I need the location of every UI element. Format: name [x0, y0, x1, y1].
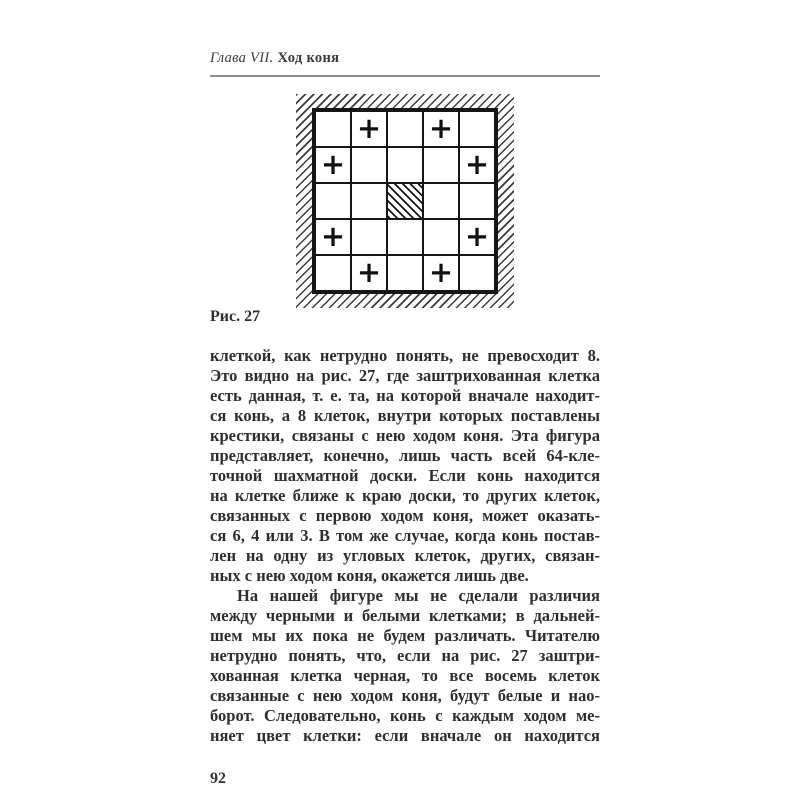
text-line: ся конь, а 8 клеток, внутри которых поставлены	[210, 406, 600, 425]
body-text	[210, 346, 600, 746]
text-line: Это видно на рис. 27, где заштрихованная клетка	[210, 366, 600, 385]
text-line: шем мы их пока не будем различать. Читателю	[210, 626, 600, 645]
diagram-cell	[315, 183, 351, 219]
diagram-cell	[459, 147, 495, 183]
text-line: точной шахматной доски. Если конь находится	[210, 466, 600, 485]
text-line: связанных с первою ходом коня, может оказать-	[210, 506, 600, 525]
text-line: крестики, связаны с нею ходом коня. Эта фигура	[210, 426, 600, 445]
diagram-cell	[315, 219, 351, 255]
diagram-cell	[315, 111, 351, 147]
text-line: хованная клетка черная, то все восемь клеток	[210, 666, 600, 685]
figure-caption: Рис. 27	[210, 308, 261, 325]
diagram-cell	[459, 219, 495, 255]
diagram-grid	[312, 108, 498, 294]
cross-mark: +	[356, 254, 382, 289]
diagram-cell	[387, 255, 423, 291]
diagram-cell	[459, 111, 495, 147]
cross-mark: +	[320, 146, 346, 181]
diagram-cell	[423, 219, 459, 255]
knight-move-figure	[210, 94, 600, 308]
diagram-cell	[459, 255, 495, 291]
diagram-cell	[351, 219, 387, 255]
diagram-cell	[387, 147, 423, 183]
diagram-cell	[351, 147, 387, 183]
cross-mark: +	[428, 254, 454, 289]
text-line: няет цвет клетки: если вначале он находится	[210, 726, 600, 745]
text-line: лен на одну из угловых клеток, других, связан-	[210, 546, 600, 565]
text-line: ся 6, 4 или 3. В том же случае, когда конь постав-	[210, 526, 600, 545]
chapter-title: Ход коня	[277, 50, 340, 66]
diagram-cell	[423, 111, 459, 147]
text-line: нетрудно понять, что, если на рис. 27 заштри-	[210, 646, 600, 665]
diagram-cell	[351, 183, 387, 219]
diagram-cell	[423, 147, 459, 183]
hatched-border	[296, 94, 514, 308]
diagram-cell	[351, 111, 387, 147]
hatched-cell	[387, 183, 423, 219]
cross-mark: +	[464, 218, 490, 253]
text-line: ных с нею ходом коня, окажется лишь две.	[210, 566, 529, 585]
diagram-cell	[315, 147, 351, 183]
text-line: На нашей фигуре мы не сделали различия	[237, 586, 600, 605]
diagram-cell	[315, 255, 351, 291]
cross-mark: +	[320, 218, 346, 253]
diagram-cell	[423, 255, 459, 291]
diagram-cell	[423, 183, 459, 219]
diagram-cell	[351, 255, 387, 291]
cross-mark: +	[428, 110, 454, 145]
text-line: борот. Следовательно, конь с каждым ходом ме-	[210, 706, 600, 725]
text-line: клеткой, как нетрудно понять, не превосходит 8.	[210, 346, 600, 365]
text-line: представляет, конечно, лишь часть всей 64-кле-	[210, 446, 600, 465]
diagram-cell	[459, 183, 495, 219]
text-line: между черными и белыми клетками; в дальней-	[210, 606, 600, 625]
diagram-cell	[387, 219, 423, 255]
text-line: есть данная, т. е. та, на которой вначале находит-	[210, 386, 600, 405]
chapter-number-label: Глава VII.	[210, 50, 274, 66]
chapter-header	[210, 50, 600, 77]
text-line: на клетке ближе к краю доски, то других клеток,	[210, 486, 600, 505]
cross-mark: +	[356, 110, 382, 145]
cross-mark: +	[464, 146, 490, 181]
page-number: 92	[210, 770, 226, 787]
text-line: связанные с нею ходом коня, будут белые и нао-	[210, 686, 600, 705]
diagram-cell	[387, 111, 423, 147]
